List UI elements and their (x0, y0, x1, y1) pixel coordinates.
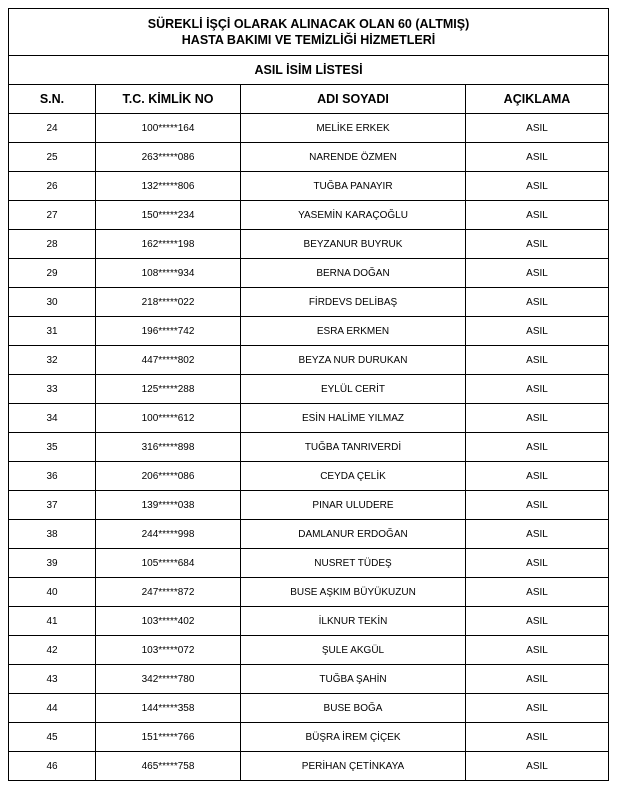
cell-sn: 40 (9, 578, 96, 607)
table-row (9, 520, 609, 549)
cell-desc: ASIL (466, 259, 609, 288)
cell-desc: ASIL (466, 433, 609, 462)
cell-name: PERİHAN ÇETİNKAYA (241, 752, 466, 781)
cell-name: NUSRET TÜDEŞ (241, 549, 466, 578)
cell-name: BEYZANUR BUYRUK (241, 230, 466, 259)
cell-sn: 27 (9, 201, 96, 230)
title-line-2: HASTA BAKIMI VE TEMİZLİĞİ HİZMETLERİ (181, 33, 436, 47)
cell-name: ESRA ERKMEN (241, 317, 466, 346)
column-header-tc: T.C. KİMLİK NO (96, 85, 241, 114)
cell-name: EYLÜL CERİT (241, 375, 466, 404)
cell-sn: 35 (9, 433, 96, 462)
table-row (9, 346, 609, 375)
cell-tc: 105*****684 (96, 549, 241, 578)
cell-tc: 342*****780 (96, 665, 241, 694)
cell-desc: ASIL (466, 694, 609, 723)
cell-tc: 151*****766 (96, 723, 241, 752)
cell-desc: ASIL (466, 462, 609, 491)
cell-name: BUSE AŞKIM BÜYÜKUZUN (241, 578, 466, 607)
cell-sn: 41 (9, 607, 96, 636)
cell-tc: 108*****934 (96, 259, 241, 288)
cell-name: İLKNUR TEKİN (241, 607, 466, 636)
cell-tc: 465*****758 (96, 752, 241, 781)
header-row (9, 85, 609, 114)
cell-name: BÜŞRA İREM ÇİÇEK (241, 723, 466, 752)
cell-sn: 36 (9, 462, 96, 491)
cell-name: TUĞBA ŞAHİN (241, 665, 466, 694)
table-row (9, 694, 609, 723)
cell-name: ŞULE AKGÜL (241, 636, 466, 665)
cell-tc: 103*****402 (96, 607, 241, 636)
table-row (9, 549, 609, 578)
cell-sn: 42 (9, 636, 96, 665)
cell-sn: 29 (9, 259, 96, 288)
cell-desc: ASIL (466, 230, 609, 259)
cell-name: ESİN HALİME YILMAZ (241, 404, 466, 433)
table-row (9, 143, 609, 172)
title-line-1: SÜREKLİ İŞÇİ OLARAK ALINACAK OLAN 60 (ALTMIŞ) (147, 17, 470, 31)
cell-name: PINAR ULUDERE (241, 491, 466, 520)
cell-desc: ASIL (466, 346, 609, 375)
column-header-desc: AÇIKLAMA (466, 85, 609, 114)
cell-desc: ASIL (466, 201, 609, 230)
cell-desc: ASIL (466, 404, 609, 433)
cell-sn: 39 (9, 549, 96, 578)
cell-sn: 25 (9, 143, 96, 172)
cell-tc: 162*****198 (96, 230, 241, 259)
cell-tc: 100*****612 (96, 404, 241, 433)
cell-name: BUSE BOĞA (241, 694, 466, 723)
table-row (9, 288, 609, 317)
cell-tc: 196*****742 (96, 317, 241, 346)
cell-tc: 247*****872 (96, 578, 241, 607)
cell-name: BEYZA NUR DURUKAN (241, 346, 466, 375)
table-row (9, 578, 609, 607)
table-row (9, 404, 609, 433)
table-row (9, 636, 609, 665)
cell-tc: 263*****086 (96, 143, 241, 172)
cell-tc: 139*****038 (96, 491, 241, 520)
cell-desc: ASIL (466, 172, 609, 201)
cell-name: TUĞBA TANRIVERDİ (241, 433, 466, 462)
cell-desc: ASIL (466, 317, 609, 346)
cell-sn: 44 (9, 694, 96, 723)
cell-desc: ASIL (466, 114, 609, 143)
table-body (9, 114, 609, 781)
cell-tc: 244*****998 (96, 520, 241, 549)
cell-name: TUĞBA PANAYIR (241, 172, 466, 201)
cell-tc: 125*****288 (96, 375, 241, 404)
cell-sn: 38 (9, 520, 96, 549)
cell-tc: 150*****234 (96, 201, 241, 230)
table-row (9, 317, 609, 346)
cell-desc: ASIL (466, 288, 609, 317)
table-row (9, 259, 609, 288)
cell-desc: ASIL (466, 752, 609, 781)
cell-desc: ASIL (466, 665, 609, 694)
table-row (9, 375, 609, 404)
table-row (9, 201, 609, 230)
cell-sn: 26 (9, 172, 96, 201)
cell-name: CEYDA ÇELİK (241, 462, 466, 491)
cell-sn: 33 (9, 375, 96, 404)
table-row (9, 462, 609, 491)
table-row (9, 433, 609, 462)
title-row (9, 9, 609, 56)
cell-desc: ASIL (466, 520, 609, 549)
cell-name: NARENDE ÖZMEN (241, 143, 466, 172)
cell-desc: ASIL (466, 549, 609, 578)
table-row (9, 752, 609, 781)
cell-sn: 46 (9, 752, 96, 781)
cell-tc: 218*****022 (96, 288, 241, 317)
name-list-table (8, 8, 609, 781)
cell-desc: ASIL (466, 491, 609, 520)
table-row (9, 114, 609, 143)
cell-tc: 316*****898 (96, 433, 241, 462)
cell-sn: 34 (9, 404, 96, 433)
cell-sn: 32 (9, 346, 96, 375)
cell-name: BERNA DOĞAN (241, 259, 466, 288)
subtitle-row (9, 56, 609, 85)
cell-desc: ASIL (466, 578, 609, 607)
cell-sn: 28 (9, 230, 96, 259)
table-row (9, 172, 609, 201)
cell-tc: 100*****164 (96, 114, 241, 143)
cell-sn: 43 (9, 665, 96, 694)
cell-tc: 144*****358 (96, 694, 241, 723)
cell-name: MELİKE ERKEK (241, 114, 466, 143)
cell-desc: ASIL (466, 607, 609, 636)
document-title (9, 9, 609, 56)
cell-sn: 31 (9, 317, 96, 346)
list-subtitle: ASIL İSİM LİSTESİ (9, 56, 609, 85)
table-row (9, 607, 609, 636)
cell-tc: 132*****806 (96, 172, 241, 201)
cell-sn: 24 (9, 114, 96, 143)
cell-desc: ASIL (466, 143, 609, 172)
cell-tc: 206*****086 (96, 462, 241, 491)
cell-tc: 447*****802 (96, 346, 241, 375)
cell-name: YASEMİN KARAÇOĞLU (241, 201, 466, 230)
table-row (9, 665, 609, 694)
cell-sn: 30 (9, 288, 96, 317)
cell-sn: 37 (9, 491, 96, 520)
cell-desc: ASIL (466, 723, 609, 752)
table-row (9, 491, 609, 520)
cell-desc: ASIL (466, 636, 609, 665)
cell-desc: ASIL (466, 375, 609, 404)
table-row (9, 230, 609, 259)
cell-sn: 45 (9, 723, 96, 752)
table-row (9, 723, 609, 752)
column-header-sn: S.N. (9, 85, 96, 114)
cell-name: FİRDEVS DELİBAŞ (241, 288, 466, 317)
cell-tc: 103*****072 (96, 636, 241, 665)
column-header-name: ADI SOYADI (241, 85, 466, 114)
cell-name: DAMLANUR ERDOĞAN (241, 520, 466, 549)
